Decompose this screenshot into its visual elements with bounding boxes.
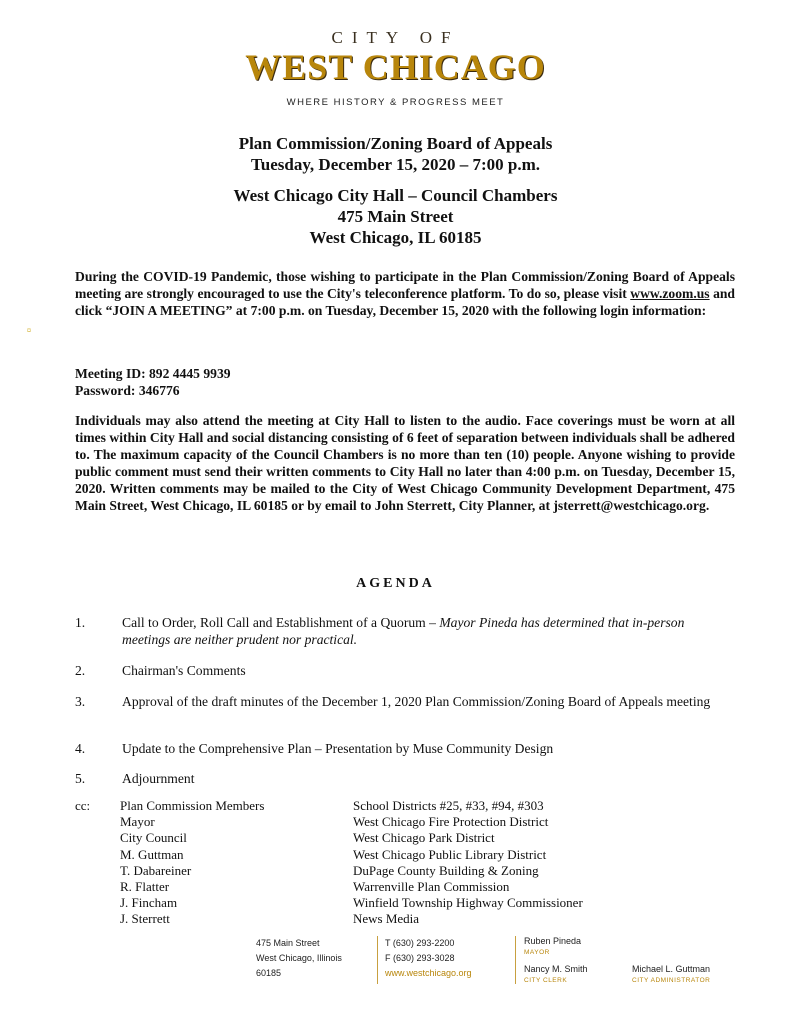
cc-recipient: J. Fincham — [120, 895, 178, 911]
zoom-link[interactable]: www.zoom.us — [630, 286, 710, 301]
meeting-venue: West Chicago City Hall – Council Chambers — [233, 186, 558, 205]
cc-list-left — [120, 798, 264, 928]
agenda-item-number: 5. — [75, 771, 86, 786]
cc-recipient: Warrenville Plan Commission — [353, 879, 510, 895]
cc-recipient: West Chicago Public Library District — [353, 846, 547, 862]
agenda-item-number: 4. — [75, 741, 86, 756]
cc-recipient: R. Flatter — [120, 879, 170, 895]
footer-admin-name: Michael L. Guttman — [632, 964, 711, 974]
meeting-password: Password: 346776 — [75, 383, 180, 398]
cc-recipient: School Districts #25, #33, #94, #303 — [353, 798, 544, 813]
footer-divider — [515, 936, 516, 984]
cc-recipient: J. Sterrett — [120, 911, 170, 927]
covid-notice-text-1: During the COVID-19 Pandemic, those wishing to participate in the Plan Commission/Zoning Board of Appeals meeting are strongly encouraged to use the City's teleconference platform. To do so, please visit — [75, 269, 735, 301]
agenda-item-text: Chairman's Comments — [122, 663, 246, 678]
cc-recipient: News Media — [353, 911, 420, 927]
agenda-item-text: Adjournment — [122, 771, 195, 786]
footer-address-zip: 60185 — [256, 968, 282, 978]
footer-mayor — [524, 936, 581, 958]
cc-recipient: Plan Commission Members — [120, 798, 265, 813]
footer-admin-title: CITY ADMINISTRATOR — [632, 977, 711, 984]
agenda-item-number: 2. — [75, 663, 86, 678]
footer-admin — [632, 964, 710, 986]
cc-recipient: T. Dabareiner — [120, 862, 192, 878]
footer-fax: F (630) 293-3028 — [385, 953, 455, 963]
agenda-title: AGENDA — [356, 576, 435, 591]
meeting-datetime: Tuesday, December 15, 2020 – 7:00 p.m. — [251, 155, 540, 174]
cc-recipient: Mayor — [120, 814, 155, 830]
covid-notice-text-2: and click “JOIN A MEETING” at 7:00 p.m. on Tuesday, December 15, 2020 with the following login information: — [75, 286, 735, 318]
meeting-id: Meeting ID: 892 4445 9939 — [75, 366, 231, 381]
meeting-city: West Chicago, IL 60185 — [309, 228, 482, 247]
attendance-notice-text: Individuals may also attend the meeting at City Hall to listen to the audio. Face coverings must be worn at all times within City Hall and social distancing consisting of 6 feet of separation between individuals shall be adhered to. The maximum capacity of the Council Chambers is no more than ten (10) people. Anyone wishing to provide public comment must send their written comments to City Hall no later than 4:00 p.m. on Tuesday, December 15, 2020. Written comments may be mailed to the City of West Chicago Community Development Department, 475 Main Street, West Chicago, IL 60185 or by email to John Sterrett, City Planner, at jsterrett@westchicago.org. — [75, 413, 735, 513]
footer-address-street: 475 Main Street — [256, 938, 320, 948]
agenda-item-number: 3. — [75, 694, 86, 709]
logo-city-of: CITY OF — [331, 28, 460, 47]
footer-website[interactable]: www.westchicago.org — [385, 968, 472, 978]
attendance-notice — [75, 412, 735, 514]
footer-mayor-name: Ruben Pineda — [524, 936, 582, 946]
agenda-item-text: Update to the Comprehensive Plan – Presentation by Muse Community Design — [122, 741, 554, 756]
agenda-item-text: Approval of the draft minutes of the December 1, 2020 Plan Commission/Zoning Board of Appeals meeting — [122, 694, 711, 709]
footer-phone: T (630) 293-2200 — [385, 938, 455, 948]
footer-mayor-title: MAYOR — [524, 949, 550, 956]
scan-speck: ¤ — [27, 326, 31, 335]
footer-divider — [377, 936, 378, 984]
cc-label: cc: — [75, 798, 91, 813]
agenda-item-text: Call to Order, Roll Call and Establishment of a Quorum – — [122, 615, 440, 630]
footer-clerk-name: Nancy M. Smith — [524, 964, 588, 974]
cc-recipient: West Chicago Fire Protection District — [353, 814, 549, 830]
footer-address-city: West Chicago, Illinois — [256, 953, 342, 963]
cc-recipient: M. Guttman — [120, 846, 184, 862]
cc-recipient: West Chicago Park District — [353, 830, 495, 846]
footer-address — [256, 936, 342, 981]
cc-recipient: Winfield Township Highway Commissioner — [353, 895, 583, 911]
agenda-item-note: Mayor Pineda has determined that in-person meetings are neither prudent nor practical. — [122, 615, 685, 647]
footer-clerk — [524, 964, 588, 986]
cc-recipient: City Council — [120, 830, 187, 846]
cc-recipient: DuPage County Building & Zoning — [353, 862, 539, 878]
agenda-item-number: 1. — [75, 615, 86, 630]
meeting-board: Plan Commission/Zoning Board of Appeals — [238, 134, 553, 153]
logo-city-name: WEST CHICAGO — [245, 47, 546, 87]
covid-notice — [75, 268, 735, 319]
footer-clerk-title: CITY CLERK — [524, 977, 568, 984]
meeting-street: 475 Main Street — [337, 207, 454, 226]
footer-contact — [385, 936, 472, 981]
logo-tagline: WHERE HISTORY & PROGRESS MEET — [286, 97, 505, 108]
cc-list-right — [353, 798, 583, 928]
